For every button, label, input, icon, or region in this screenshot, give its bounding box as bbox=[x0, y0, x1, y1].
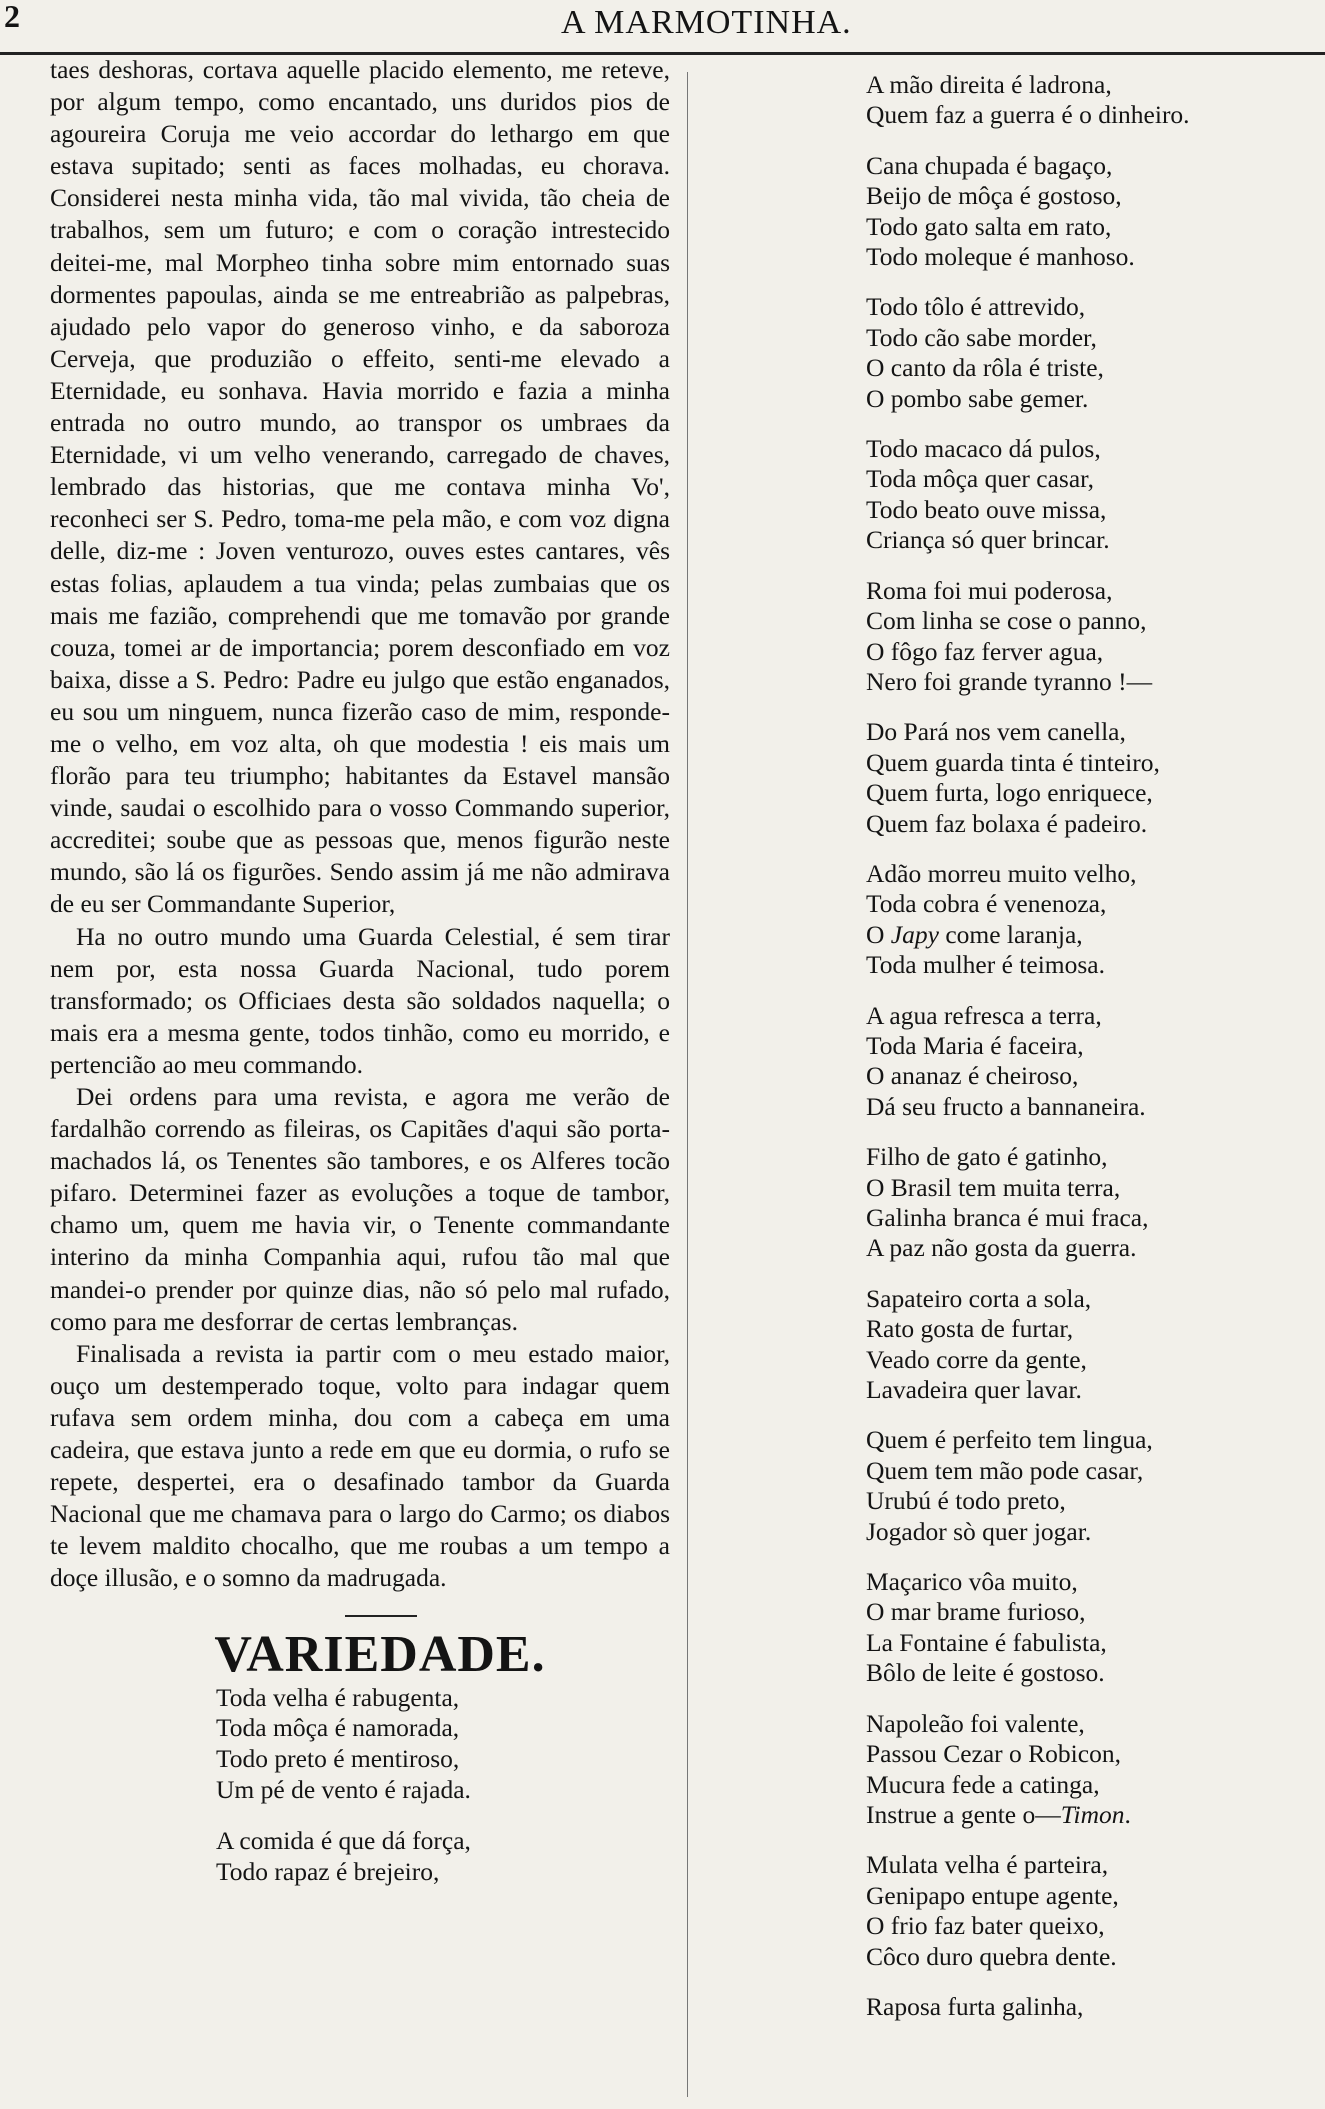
poem-stanza bbox=[866, 1001, 1246, 1123]
poem-line: Quem é perfeito tem lingua, bbox=[866, 1425, 1153, 1455]
poem-line: Bôlo de leite é gostoso. bbox=[866, 1658, 1105, 1688]
poem-line: Lavadeira quer lavar. bbox=[866, 1375, 1082, 1405]
poem-stanza bbox=[866, 70, 1246, 131]
poem-stanza bbox=[866, 292, 1246, 414]
poem-line: Todo macaco dá pulos, bbox=[866, 434, 1101, 464]
poem-line: Todo moleque é manhoso. bbox=[866, 242, 1135, 272]
poem-line: Quem furta, logo enriquece, bbox=[866, 778, 1153, 808]
poem-stanza bbox=[216, 1826, 670, 1888]
poem-line: A mão direita é ladrona, bbox=[866, 70, 1112, 99]
poem-line: Quem tem mão pode casar, bbox=[866, 1455, 1144, 1485]
poem-line: Toda môça é namorada, bbox=[216, 1713, 460, 1743]
poem-stanza bbox=[866, 151, 1246, 273]
left-column bbox=[50, 54, 670, 1907]
poem-stanza bbox=[866, 1284, 1246, 1406]
poem-line: Raposa furta galinha, bbox=[866, 1991, 1084, 2021]
poem-stanza bbox=[866, 1425, 1246, 1547]
poem-line: Toda velha é rabugenta, bbox=[216, 1682, 460, 1712]
page-header bbox=[0, 0, 1325, 55]
poem-stanza bbox=[866, 1850, 1246, 1972]
poem-line: Filho de gato é gatinho, bbox=[866, 1142, 1108, 1172]
poem-line: Adão morreu muito velho, bbox=[866, 858, 1137, 888]
poem-stanza bbox=[866, 1567, 1246, 1689]
poem-line: Do Pará nos vem canella, bbox=[866, 717, 1126, 747]
poem-line: Genipapo entupe agente, bbox=[866, 1880, 1119, 1910]
variedade-heading: VARIEDADE. bbox=[214, 1625, 546, 1683]
masthead-title: A MARMOTINHA. bbox=[561, 4, 852, 41]
poem-line: Toda cobra é venenoza, bbox=[866, 889, 1107, 919]
poem-line: Um pé de vento é rajada. bbox=[216, 1774, 471, 1804]
poem-line: Quem guarda tinta é tinteiro, bbox=[866, 747, 1160, 777]
poem-line: O pombo sabe gemer. bbox=[866, 383, 1089, 413]
poem-line: Jogador sò quer jogar. bbox=[866, 1516, 1092, 1546]
poem-line: A agua refresca a terra, bbox=[866, 1000, 1102, 1030]
poem-stanza bbox=[866, 717, 1246, 839]
page-number: 2 bbox=[4, 0, 20, 34]
poem-stanza bbox=[866, 1992, 1246, 2022]
poem-line: Napoleão foi valente, bbox=[866, 1708, 1085, 1738]
poem-line: O mar brame furioso, bbox=[866, 1597, 1086, 1627]
poem-line: O ananaz é cheiroso, bbox=[866, 1061, 1079, 1091]
poem-line: Galinha branca é mui fraca, bbox=[866, 1203, 1149, 1232]
poem-line: Todo beato ouve missa, bbox=[866, 494, 1107, 524]
poem-line: O Japy come laranja, bbox=[866, 919, 1083, 949]
poem-stanza bbox=[866, 1142, 1246, 1264]
poem-line: Roma foi mui poderosa, bbox=[866, 575, 1113, 605]
section-separator bbox=[345, 1615, 417, 1617]
poem-line: Passou Cezar o Robicon, bbox=[866, 1739, 1121, 1769]
poem-line: Dá seu fructo a bannaneira. bbox=[866, 1091, 1146, 1121]
poem-line: Maçarico vôa muito, bbox=[866, 1567, 1078, 1597]
poem-line: Sapateiro corta a sola, bbox=[866, 1283, 1092, 1313]
poem-line: Com linha se cose o panno, bbox=[866, 606, 1147, 636]
poem-line: A comida é que dá força, bbox=[216, 1825, 471, 1855]
poem-line: Toda Maria é faceira, bbox=[866, 1030, 1084, 1060]
poem-stanza bbox=[866, 576, 1246, 698]
article-paragraph: taes deshoras, cortava aquelle placido elemento, me reteve, por algum tempo, como encantado, uns duridos pios de agoureira Coruja me veio accordar do lethargo em que estava supitado; senti as faces molhadas, eu chorava. Considerei nesta minha vida, tão mal vivida, tão cheia de trabalhos, sem um futuro; e com o coração intrestecido deitei-me, mal Morpheo tinha sobre mim entornado suas dormentes papoulas, ainda se me entreabrião as palpebras, ajudado pelo vapor do generoso vinho, e da saboroza Cerveja, que produzião o effeito, senti-me elevado a Eternidade, eu sonhava. Havia morrido e fazia a minha entrada no outro mundo, ao transpor os umbraes da Eternidade, vi um velho venerando, carregado de chaves, lembrado das historias, que me contava minha Vo', reconheci ser S. Pedro, toma-me pela mão, e com voz digna delle, diz-me : Joven venturozo, ouves estes cantares, vês estas folias, aplaudem a tua vinda; pelas zumbaias que os mais me fazião, comprehendi que me tomavão por grande couza, tomei ar de importancia; porem desconfiado em voz baixa, disse a S. Pedro: Padre eu julgo que estão enganados, eu sou um ninguem, nunca fizerão caso de mim, responde-me o velho, em voz alta, oh que modestia ! eis mais um florão para teu triumpho; habitantes da Estavel mansão vinde, saudai o escolhido para o vosso Commando superior, accreditei; soube que as pessoas que, menos figurão neste mundo, são lá os figurões. Sendo assim já me não admirava de eu ser Commandante Superior, bbox=[50, 55, 670, 919]
poem-line: Instrue a gente o—Timon. bbox=[866, 1799, 1131, 1829]
article-paragraph: Ha no outro mundo uma Guarda Celestial, é sem tirar nem por, esta nossa Guarda Nacional, tudo porem transformado; os Officiaes desta são soldados naquella; o mais era a mesma gente, todos tinhão, como eu morrido, e pertencião ao meu commando. bbox=[50, 921, 670, 1079]
article-paragraph: Dei ordens para uma revista, e agora me verão de fardalhão correndo as fileiras, os Capitães d'aqui são porta-machados lá, os Tenentes são tambores, e os Alferes tocão pifaro. Determinei fazer as evoluções a toque de tambor, chamo um, quem me havia vir, o Tenente commandante interino da minha Companhia aqui, rufou tão mal que mandei-o prender por quinze dias, não só pelo mal rufado, como para me desforrar de certas lembranças. bbox=[50, 1082, 670, 1336]
poem-line: Toda mulher é teimosa. bbox=[866, 950, 1105, 980]
poem-line: Quem faz a guerra é o dinheiro. bbox=[866, 100, 1190, 130]
poem-line: Todo cão sabe morder, bbox=[866, 322, 1097, 352]
poem-line: O Brasil tem muita terra, bbox=[866, 1172, 1121, 1202]
poem-stanza bbox=[866, 434, 1246, 556]
poem-stanza bbox=[866, 859, 1246, 981]
poem-line: Urubú é todo preto, bbox=[866, 1486, 1066, 1516]
article-paragraph: Finalisada a revista ia partir com o meu estado maior, ouço um destemperado toque, volto para indagar quem rufava sem ordem minha, dou com a cabeça em uma cadeira, que estava junto a rede em que eu dormia, o rufo se repete, despertei, era o desafinado tambor da Guarda Nacional que me chamava para o largo do Carmo; os diabos te levem maldito chocalho, que me roubas a um tempo a doçe illusão, e o somno da madrugada. bbox=[50, 1338, 670, 1593]
poem-stanza bbox=[216, 1683, 670, 1806]
poem-line: Nero foi grande tyranno !— bbox=[866, 666, 1153, 696]
column-divider bbox=[687, 72, 688, 2097]
poem-line: A paz não gosta da guerra. bbox=[866, 1233, 1137, 1263]
poem-stanza bbox=[866, 1709, 1246, 1831]
poem-line: Todo gato salta em rato, bbox=[866, 211, 1112, 241]
poem-line: Toda môça quer casar, bbox=[866, 464, 1094, 494]
poem-line: O canto da rôla é triste, bbox=[866, 353, 1104, 383]
poem-line: Todo rapaz é brejeiro, bbox=[216, 1856, 440, 1886]
poem-line: Rato gosta de furtar, bbox=[866, 1314, 1074, 1344]
poem-line: Mulata velha é parteira, bbox=[866, 1850, 1109, 1880]
poem-line: Quem faz bolaxa é padeiro. bbox=[866, 808, 1148, 838]
poem-line: Todo preto é mentiroso, bbox=[216, 1744, 460, 1774]
poem-line: Veado corre da gente, bbox=[866, 1344, 1087, 1374]
poem-line: La Fontaine é fabulista, bbox=[866, 1627, 1107, 1657]
poem-line: O fôgo faz ferver agua, bbox=[866, 636, 1104, 666]
poem-line: Mucura fede a catinga, bbox=[866, 1769, 1100, 1799]
poem-line: Criança só quer brincar. bbox=[866, 525, 1110, 555]
poem-line: O frio faz bater queixo, bbox=[866, 1911, 1105, 1941]
poem-line: Todo tôlo é attrevido, bbox=[866, 292, 1086, 322]
right-column bbox=[866, 70, 1246, 2042]
variedade-poem bbox=[50, 1683, 670, 1888]
poem-line: Cana chupada é bagaço, bbox=[866, 150, 1113, 180]
poem-line: Beijo de môça é gostoso, bbox=[866, 181, 1122, 211]
poem-line: Côco duro quebra dente. bbox=[866, 1941, 1117, 1971]
